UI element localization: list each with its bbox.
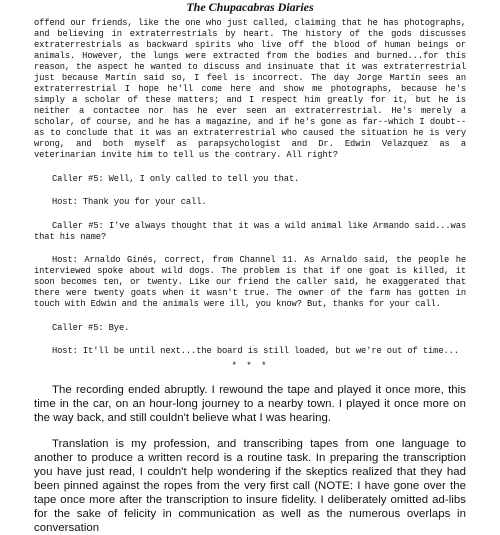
transcript-paragraph: offend our friends, like the one who just called, claiming that he has photographs, and believing in extraterrestrials by heart. The history of the gods discusses extraterrestrials as backward spirits who live off the blood of human beings or animals. However, the lungs were extracted from the bodies and burned...for this reason, the aspect he wanted to discuss and insinuate that it was extraterrestrial just because Martín said so, I feel is incorrect. The day Jorge Martín sees an extraterrestrial I hope he'll come here and show me photographs, because he's simply a scholar of these matters; and I respect him greatly for it, but he is neither a contactee nor has he ever seen an extraterrestrial. He's merely a scholar, of course, and he has a magazine, and if he's gone as far--which I doubt--as to conclude that it was an extraterrestrial who caused the situation he is very wrong, and both myself as parapsychologist and Dr. Edwin Velazquez as a veterinarian invite him to tell us the contrary. All right? [34,18,466,160]
narrative-paragraph: The recording ended abruptly. I rewound the tape and played it once more, this time in the car, on an hour-long journey to a nearby town. I played it once more on the way back, and still couldn't believe what I was hearing. [34,384,466,424]
running-header: The Chupacabras Diaries [186,0,314,14]
transcript-paragraph: Caller #5: I've always thought that it was a wild animal like Armando said...was that his name? [34,220,466,242]
transcript-paragraph: Host: Arnaldo Ginés, correct, from Channel 11. As Arnaldo said, the people he interviewed spoke about wild dogs. The problem is that if one goat is killed, it soon becomes ten, or twenty. Like our friend the caller said, he exaggerated that there were twenty goats when it wasn't true. The owner of the farm has gotten in touch with Edwin and the animals were ill, you know? But, thanks for your call. [34,255,466,309]
transcript-paragraph: Host: Thank you for your call. [52,197,207,207]
section-separator: * * * [231,361,269,371]
transcript-paragraph: Caller #5: Well, I only called to tell you that. [52,173,300,184]
narrative-section [34,383,466,535]
transcript-paragraph: Caller #5: Bye. [52,322,130,333]
transcript-paragraph: Host: It'll be until next...the board is still loaded, but we're out of time... [52,346,459,356]
transcript-section [34,18,466,357]
page-body [34,18,466,535]
narrative-paragraph: Translation is my profession, and transcribing tapes from one language to another to produce a written record is a routine task. In preparing the transcription you have just read, I couldn't help wondering if the skeptics realized that they had been pinned against the ropes from the very first call (NOTE: I have gone over the tape once more after the transcription to insure fidelity. I deliberately omitted ad-libs for the sake of felicity in communication as well as the numerous overlaps in conversation [34,438,466,534]
